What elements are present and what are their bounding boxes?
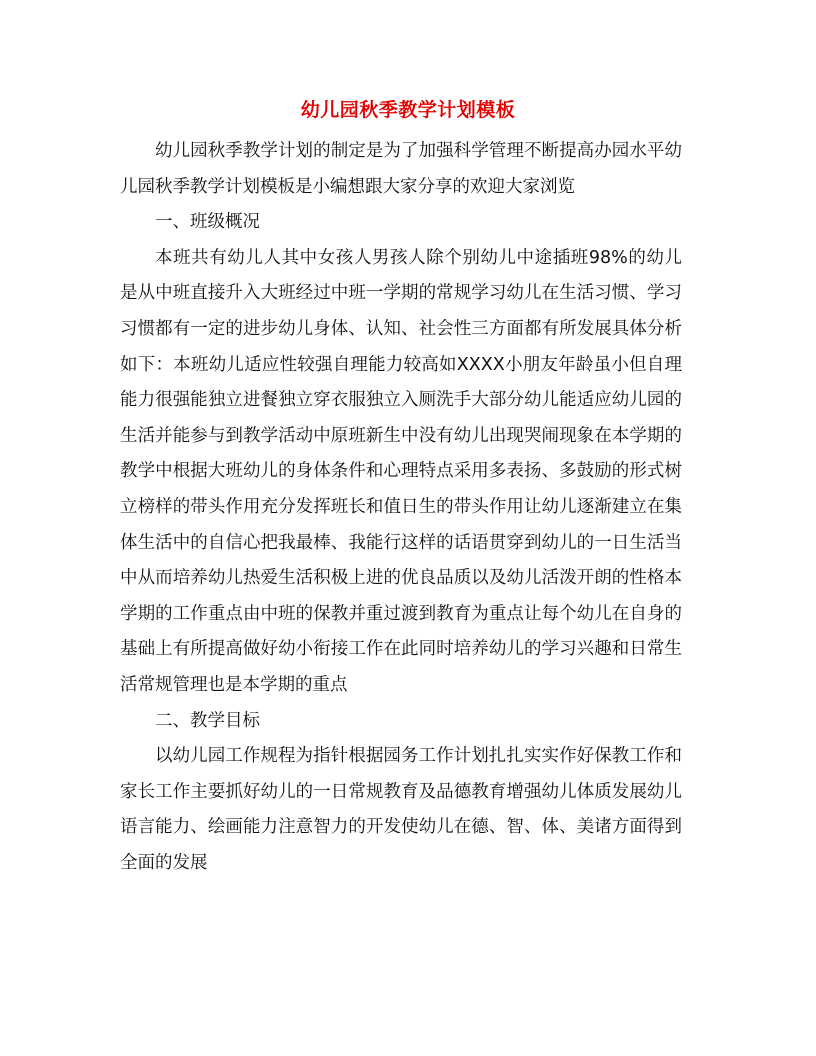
section-heading-class-overview: 一、班级概况 [155, 212, 260, 233]
document-body [120, 134, 682, 881]
section-heading-teaching-goals: 二、教学目标 [155, 710, 260, 731]
document-title: 幼儿园秋季教学计划模板 [300, 99, 516, 121]
teaching-goals-paragraph: 以幼儿园工作规程为指针根据园务工作计划扎扎实实作好保教工作和家长工作主要抓好幼儿的一日常规教育及品德教育增强幼儿体质发展幼儿语言能力、绘画能力注意智力的开发使幼儿在德、智、体、美诸方面得到全面的发展 [120, 746, 682, 873]
class-overview-paragraph: 本班共有幼儿人其中女孩人男孩人除个别幼儿中途插班98%的幼儿是从中班直接升入大班经过中班一学期的常规学习幼儿在生活习惯、学习习惯都有一定的进步幼儿身体、认知、社会性三方面都有所发展具体分析如下：本班幼儿适应性较强自理能力较高如XXXX小朋友年龄虽小但自理能力很强能独立进餐独立穿衣服独立入厕洗手大部分幼儿能适应幼儿园的生活并能参与到教学活动中原班新生中没有幼儿出现哭闹现象在本学期的教学中根据大班幼儿的身体条件和心理特点采用多表扬、多鼓励的形式树立榜样的带头作用充分发挥班长和值日生的带头作用让幼儿逐渐建立在集体生活中的自信心把我最棒、我能行这样的话语贯穿到幼儿的一日生活当中从而培养幼儿热爱生活积极上进的优良品质以及幼儿活泼开朗的性格本学期的工作重点由中班的保教并重过渡到教育为重点让每个幼儿在自身的基础上有所提高做好幼小衔接工作在此同时培养幼儿的学习兴趣和日常生活常规管理也是本学期的重点 [120, 247, 682, 695]
intro-paragraph: 幼儿园秋季教学计划的制定是为了加强科学管理不断提高办园水平幼儿园秋季教学计划模板是小编想跟大家分享的欢迎大家浏览 [120, 141, 682, 197]
